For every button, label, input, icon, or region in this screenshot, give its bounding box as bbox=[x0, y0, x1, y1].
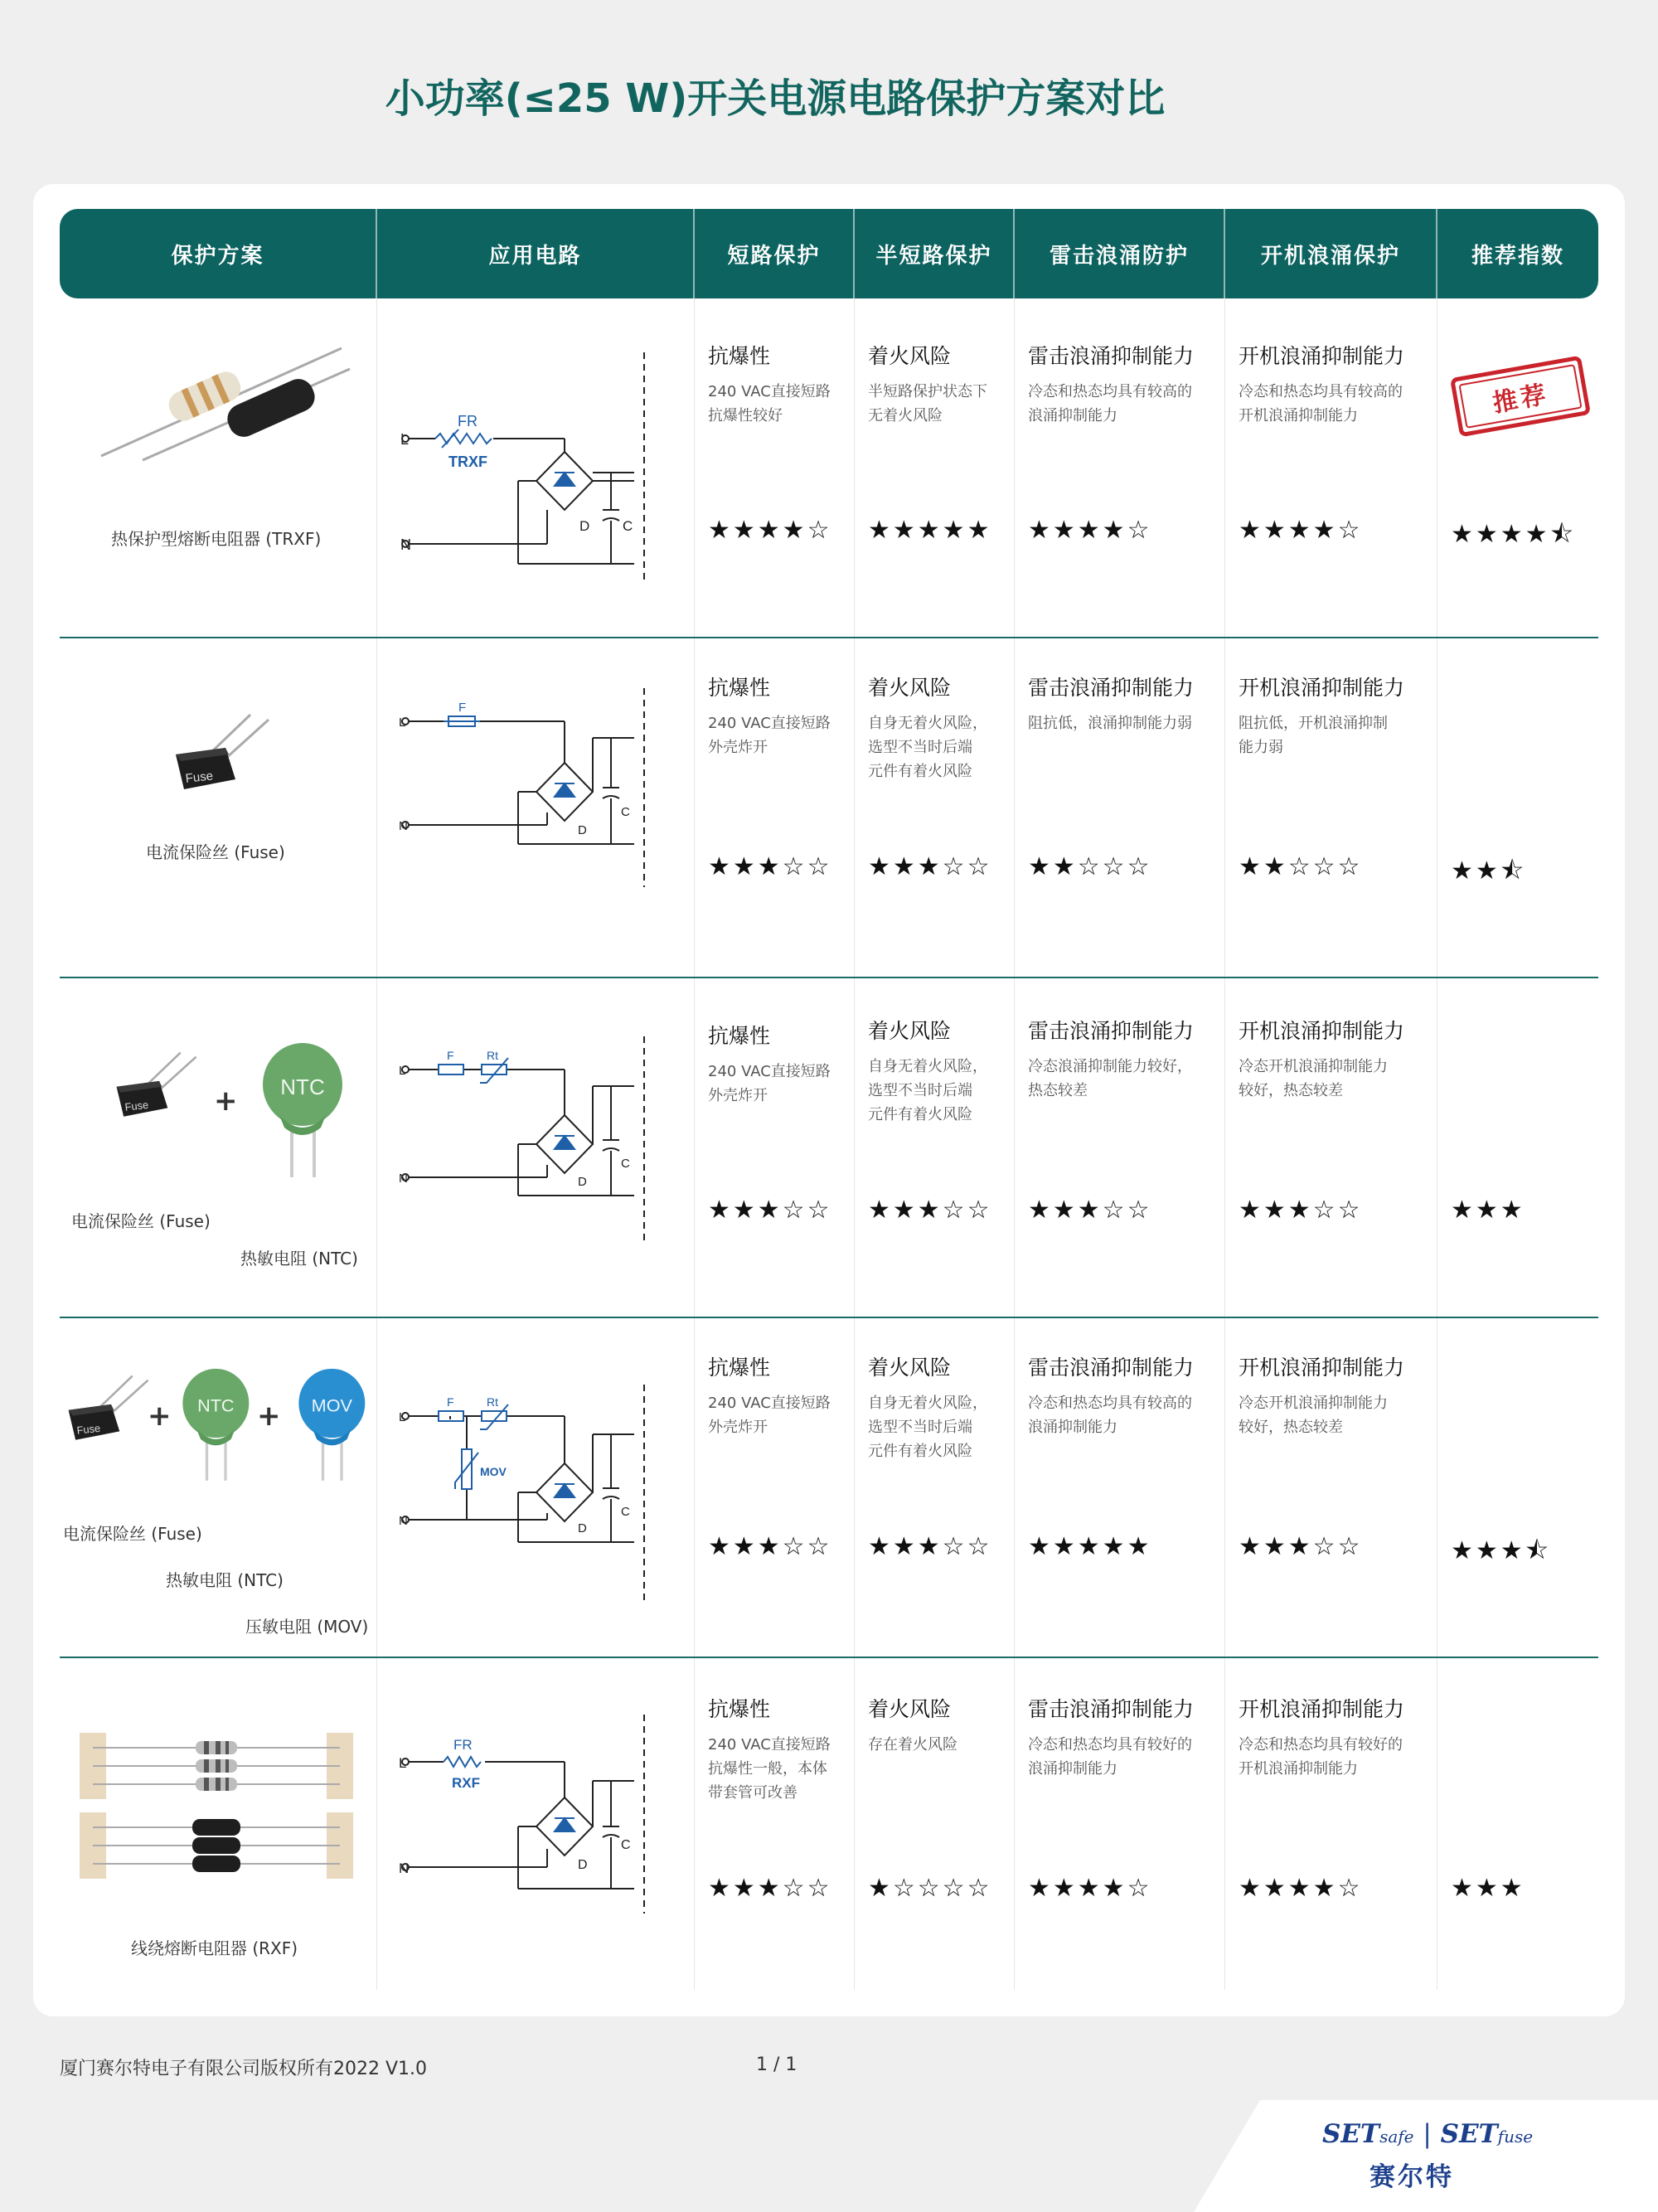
short-stars: ★★★☆☆ bbox=[708, 1874, 832, 1903]
semi-cell bbox=[855, 1318, 1015, 1657]
startup-title: 开机浪涌抑制能力 bbox=[1239, 676, 1405, 700]
brand-logo bbox=[1322, 2119, 1533, 2149]
startup-stars: ★★★★☆ bbox=[1239, 1874, 1363, 1903]
semi-stars: ★★★☆☆ bbox=[868, 1196, 992, 1225]
line-label: L bbox=[399, 1064, 406, 1078]
circuit-cell bbox=[377, 1658, 695, 1990]
neutral-label: N bbox=[399, 1514, 408, 1528]
semi-desc: 自身无着火风险， 选型不当时后端 元件有着火风险 bbox=[868, 715, 987, 780]
circuit-diagram bbox=[394, 332, 684, 580]
circuit-diagram bbox=[394, 672, 684, 920]
circuit-diagram bbox=[394, 1351, 684, 1600]
short-title: 抗爆性 bbox=[708, 1356, 771, 1380]
recommend-stars: ★★★⯪ bbox=[1451, 1536, 1552, 1565]
startup-desc: 冷态和热态均具有较高的 开机浪涌抑制能力 bbox=[1239, 383, 1403, 424]
fr-label: FR bbox=[458, 413, 478, 429]
semi-stars: ★★★★★ bbox=[868, 516, 992, 545]
rt-label: Rt bbox=[487, 1049, 498, 1062]
line-label: L bbox=[399, 1755, 407, 1771]
recommend-cell bbox=[1437, 978, 1598, 1317]
short-desc: 240 VAC直接短路 外壳炸开 bbox=[708, 1395, 831, 1436]
recommend-cell bbox=[1437, 298, 1598, 637]
lightning-title: 雷击浪涌抑制能力 bbox=[1028, 1697, 1195, 1721]
short-cell bbox=[695, 1318, 855, 1657]
short-stars: ★★★☆☆ bbox=[708, 852, 832, 881]
circuit-cell bbox=[377, 638, 695, 977]
lightning-cell bbox=[1015, 298, 1225, 637]
lightning-stars: ★★☆☆☆ bbox=[1028, 852, 1152, 881]
short-desc: 240 VAC直接短路 抗爆性一般，本体 带套管可改善 bbox=[708, 1736, 831, 1802]
ntc-image bbox=[255, 1036, 354, 1177]
short-title: 抗爆性 bbox=[708, 1024, 771, 1048]
table-row bbox=[60, 1318, 1598, 1658]
plan-label: 电流保险丝 (Fuse) bbox=[146, 842, 285, 862]
recommend-stars: ★★★ bbox=[1451, 1874, 1525, 1903]
plan-cell bbox=[60, 1318, 377, 1657]
lightning-title: 雷击浪涌抑制能力 bbox=[1028, 344, 1195, 368]
rt-label: Rt bbox=[487, 1395, 498, 1409]
semi-cell bbox=[855, 638, 1015, 977]
lightning-title: 雷击浪涌抑制能力 bbox=[1028, 676, 1195, 700]
recommend-stars: ★★⯪ bbox=[1451, 856, 1527, 885]
lightning-cell bbox=[1015, 978, 1225, 1317]
short-cell bbox=[695, 298, 855, 637]
semi-stars: ★☆☆☆☆ bbox=[868, 1874, 992, 1903]
plan-cell bbox=[60, 638, 377, 977]
diode-label: D bbox=[579, 518, 590, 534]
startup-stars: ★★★☆☆ bbox=[1239, 1532, 1363, 1561]
lightning-desc: 冷态和热态均具有较好的 浪涌抑制能力 bbox=[1028, 1736, 1192, 1778]
recommend-cell bbox=[1437, 638, 1598, 977]
plan-label: 压敏电阻 (MOV) bbox=[245, 1617, 369, 1637]
short-desc: 240 VAC直接短路 外壳炸开 bbox=[708, 1063, 831, 1104]
semi-desc: 自身无着火风险， 选型不当时后端 元件有着火风险 bbox=[868, 1058, 987, 1123]
lightning-title: 雷击浪涌抑制能力 bbox=[1028, 1356, 1195, 1380]
diode-label: D bbox=[578, 1521, 587, 1535]
recommend-stamp: 推荐 bbox=[1450, 356, 1591, 438]
ntc-text: NTC bbox=[197, 1395, 235, 1416]
semi-cell bbox=[855, 298, 1015, 637]
lightning-cell bbox=[1015, 1318, 1225, 1657]
short-stars: ★★★★☆ bbox=[708, 516, 832, 545]
plan-label: 热保护型熔断电阻器 (TRXF) bbox=[111, 529, 322, 549]
diode-label: D bbox=[578, 1858, 588, 1872]
startup-desc: 阻抗低，开机浪涌抑制 能力弱 bbox=[1239, 715, 1388, 756]
page-number: 1 / 1 bbox=[756, 2054, 797, 2075]
startup-stars: ★★☆☆☆ bbox=[1239, 852, 1363, 881]
circuit-diagram bbox=[394, 1011, 684, 1260]
semi-stars: ★★★☆☆ bbox=[868, 852, 992, 881]
semi-title: 着火风险 bbox=[868, 1019, 952, 1043]
semi-title: 着火风险 bbox=[868, 1697, 952, 1721]
semi-cell bbox=[855, 978, 1015, 1317]
ntc-image bbox=[176, 1360, 259, 1484]
short-desc: 240 VAC直接短路 外壳炸开 bbox=[708, 715, 831, 756]
semi-title: 着火风险 bbox=[868, 1356, 952, 1380]
trxf-resistor-image bbox=[93, 332, 358, 464]
lightning-desc: 冷态和热态均具有较高的 浪涌抑制能力 bbox=[1028, 1395, 1192, 1436]
lightning-cell bbox=[1015, 638, 1225, 977]
lightning-stars: ★★★☆☆ bbox=[1028, 1196, 1152, 1225]
short-title: 抗爆性 bbox=[708, 344, 771, 368]
startup-title: 开机浪涌抑制能力 bbox=[1239, 1356, 1405, 1380]
startup-title: 开机浪涌抑制能力 bbox=[1239, 1019, 1405, 1043]
ntc-text: NTC bbox=[280, 1074, 325, 1099]
lightning-desc: 阻抗低，浪涌抑制能力弱 bbox=[1028, 715, 1192, 732]
startup-cell bbox=[1225, 978, 1437, 1317]
fr-label: FR bbox=[453, 1737, 473, 1753]
header-circuit: 应用电路 bbox=[377, 209, 695, 298]
logo-safe: safe bbox=[1379, 2127, 1414, 2147]
semi-title: 着火风险 bbox=[868, 344, 952, 368]
rxf-resistor-image bbox=[80, 1733, 353, 1882]
plan-label: 热敏电阻 (NTC) bbox=[166, 1570, 284, 1590]
semi-title: 着火风险 bbox=[868, 676, 952, 700]
startup-cell bbox=[1225, 638, 1437, 977]
startup-desc: 冷态开机浪涌抑制能力 较好，热态较差 bbox=[1239, 1395, 1388, 1436]
startup-title: 开机浪涌抑制能力 bbox=[1239, 1697, 1405, 1721]
line-label: L bbox=[399, 716, 406, 730]
header-short: 短路保护 bbox=[695, 209, 855, 298]
copyright-text: 厦门赛尔特电子有限公司版权所有2022 V1.0 bbox=[60, 2059, 428, 2079]
startup-title: 开机浪涌抑制能力 bbox=[1239, 344, 1405, 368]
plan-label: 热敏电阻 (NTC) bbox=[240, 1249, 358, 1269]
semi-desc: 存在着火风险 bbox=[868, 1736, 957, 1754]
lightning-stars: ★★★★☆ bbox=[1028, 516, 1152, 545]
header-startup: 开机浪涌保护 bbox=[1225, 209, 1437, 298]
neutral-label: N bbox=[399, 819, 408, 833]
cap-label: C bbox=[621, 1505, 630, 1519]
short-stars: ★★★☆☆ bbox=[708, 1196, 832, 1225]
lightning-cell bbox=[1015, 1658, 1225, 1990]
plus-sign: + bbox=[148, 1399, 172, 1433]
logo-fuse: fuse bbox=[1497, 2127, 1534, 2147]
plan-cell bbox=[60, 1658, 377, 1990]
mov-label: MOV bbox=[480, 1465, 507, 1478]
semi-desc: 自身无着火风险， 选型不当时后端 元件有着火风险 bbox=[868, 1395, 987, 1460]
page-title: 小功率(≤25 W)开关电源电路保护方案对比 bbox=[385, 75, 1166, 122]
circuit-cell bbox=[377, 978, 695, 1317]
recommend-cell bbox=[1437, 1318, 1598, 1657]
startup-cell bbox=[1225, 1318, 1437, 1657]
plan-cell bbox=[60, 978, 377, 1317]
short-desc: 240 VAC直接短路 抗爆性较好 bbox=[708, 383, 831, 424]
lightning-stars: ★★★★☆ bbox=[1028, 1874, 1152, 1903]
lightning-desc: 冷态和热态均具有较高的 浪涌抑制能力 bbox=[1028, 383, 1192, 424]
recommend-stars: ★★★★⯪ bbox=[1451, 520, 1576, 549]
neutral-label: N bbox=[400, 536, 411, 553]
lightning-desc: 冷态浪涌抑制能力较好， 热态较差 bbox=[1028, 1058, 1192, 1099]
fuse-label: F bbox=[447, 1395, 454, 1409]
table-row bbox=[60, 298, 1598, 638]
plan-cell bbox=[60, 298, 377, 637]
table-row bbox=[60, 638, 1598, 978]
startup-cell bbox=[1225, 298, 1437, 637]
fuse-image bbox=[109, 1045, 209, 1136]
cap-label: C bbox=[621, 1157, 630, 1171]
part-label: RXF bbox=[452, 1775, 480, 1791]
circuit-diagram bbox=[394, 1691, 684, 1940]
circuit-cell bbox=[377, 298, 695, 637]
logo-set: SET bbox=[1440, 2119, 1498, 2149]
header-semi-short: 半短路保护 bbox=[855, 209, 1015, 298]
startup-desc: 冷态和热态均具有较好的 开机浪涌抑制能力 bbox=[1239, 1736, 1403, 1778]
semi-desc: 半短路保护状态下 无着火风险 bbox=[868, 383, 987, 424]
brand-logo-cn: 赛尔特 bbox=[1370, 2162, 1454, 2192]
startup-cell bbox=[1225, 1658, 1437, 1990]
logo-set: SET bbox=[1322, 2119, 1380, 2149]
short-stars: ★★★☆☆ bbox=[708, 1532, 832, 1561]
semi-stars: ★★★☆☆ bbox=[868, 1532, 992, 1561]
fuse-text: Fuse bbox=[124, 1098, 149, 1113]
plus-sign: + bbox=[257, 1399, 281, 1433]
neutral-label: N bbox=[399, 1860, 410, 1876]
startup-stars: ★★★★☆ bbox=[1239, 516, 1363, 545]
neutral-label: N bbox=[399, 1171, 408, 1186]
fuse-label: F bbox=[447, 1049, 454, 1062]
short-cell bbox=[695, 978, 855, 1317]
short-title: 抗爆性 bbox=[708, 676, 771, 700]
logo-separator: | bbox=[1423, 2119, 1432, 2149]
lightning-title: 雷击浪涌抑制能力 bbox=[1028, 1019, 1195, 1043]
mov-text: MOV bbox=[311, 1395, 353, 1416]
line-label: L bbox=[400, 431, 410, 448]
short-cell bbox=[695, 638, 855, 977]
short-title: 抗爆性 bbox=[708, 1697, 771, 1721]
header-plan: 保护方案 bbox=[60, 209, 377, 298]
diode-label: D bbox=[578, 823, 587, 837]
diode-label: D bbox=[578, 1175, 587, 1189]
recommend-cell bbox=[1437, 1658, 1598, 1990]
part-label: TRXF bbox=[448, 454, 487, 470]
circuit-cell bbox=[377, 1318, 695, 1657]
header-recommend: 推荐指数 bbox=[1471, 243, 1564, 269]
recommend-stars: ★★★ bbox=[1451, 1196, 1525, 1225]
fuse-image bbox=[167, 713, 284, 804]
startup-desc: 冷态开机浪涌抑制能力 较好，热态较差 bbox=[1239, 1058, 1388, 1099]
short-cell bbox=[695, 1658, 855, 1990]
mov-image bbox=[292, 1360, 375, 1484]
cap-label: C bbox=[623, 518, 633, 534]
plan-label: 电流保险丝 (Fuse) bbox=[71, 1211, 211, 1231]
fuse-label: F bbox=[458, 701, 467, 715]
table-row bbox=[60, 978, 1598, 1318]
lightning-stars: ★★★★★ bbox=[1028, 1532, 1152, 1561]
plus-sign: + bbox=[214, 1084, 238, 1118]
line-label: L bbox=[399, 1410, 406, 1424]
semi-cell bbox=[855, 1658, 1015, 1990]
header-lightning: 雷击浪涌防护 bbox=[1015, 209, 1225, 298]
cap-label: C bbox=[621, 805, 630, 819]
fuse-text: Fuse bbox=[184, 769, 214, 786]
plan-label: 线绕熔断电阻器 (RXF) bbox=[131, 1938, 298, 1958]
table-body bbox=[60, 298, 1598, 1990]
fuse-text: Fuse bbox=[75, 1421, 101, 1437]
table-row bbox=[60, 1658, 1598, 1990]
table-header bbox=[60, 209, 1598, 298]
plan-label: 电流保险丝 (Fuse) bbox=[63, 1524, 202, 1544]
fuse-image bbox=[61, 1368, 161, 1459]
startup-stars: ★★★☆☆ bbox=[1239, 1196, 1363, 1225]
cap-label: C bbox=[621, 1838, 631, 1852]
